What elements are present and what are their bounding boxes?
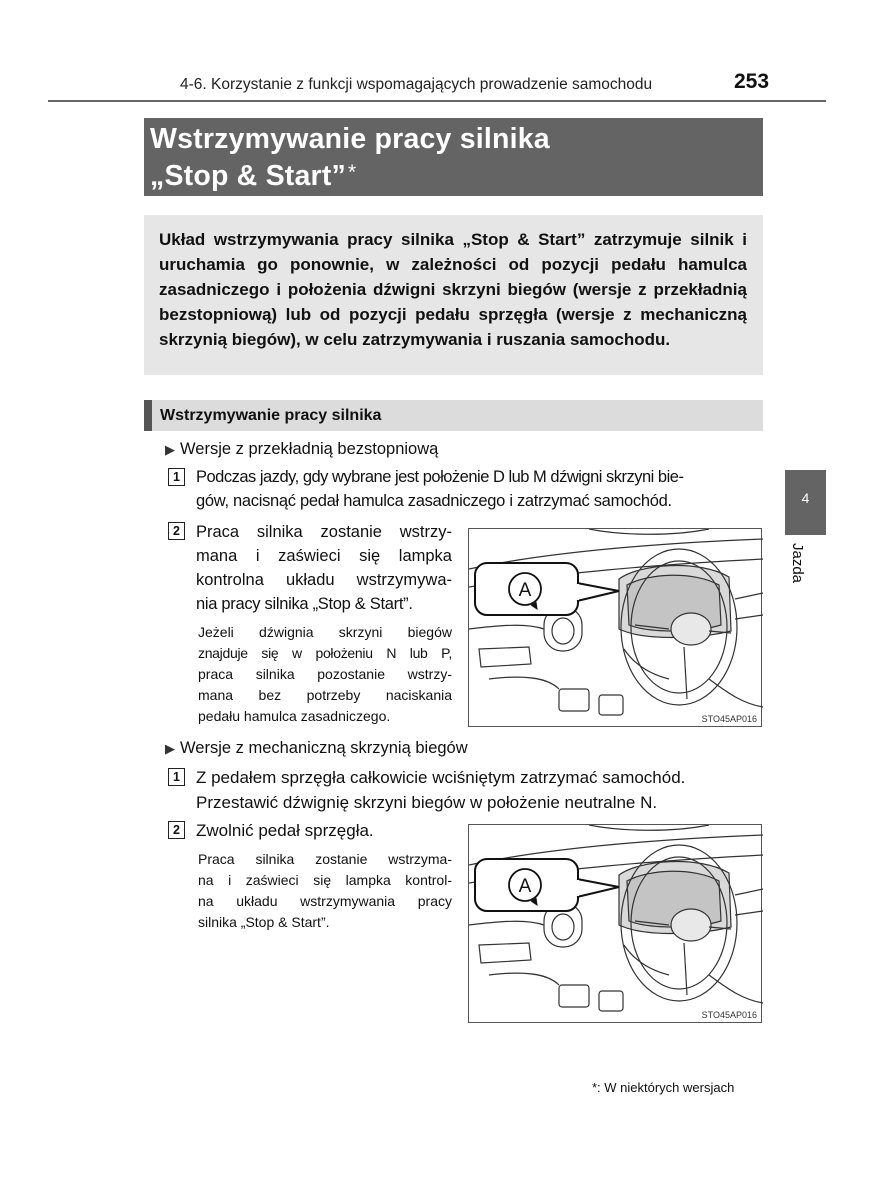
cvt-step-2-line-2: mana i zaświeci się lampka — [196, 547, 452, 565]
chapter-label: Jazda — [789, 543, 806, 584]
chapter-tab — [785, 470, 826, 535]
page-number: 253 — [734, 70, 770, 93]
cvt-note-line-5: pedału hamulca zasadniczego. — [198, 708, 391, 724]
mt-step-2-number: 2 — [168, 821, 185, 839]
mt-step-1-line-1: Z pedałem sprzęgła całkowicie wciśniętym zatrzymać samochód. — [196, 768, 686, 787]
cvt-note-line-3: praca silnika pozostanie wstrzy- — [198, 666, 452, 682]
mt-note-line-4: silnika „Stop & Start”. — [198, 914, 330, 930]
chapter-number: 4 — [801, 490, 810, 506]
page-title-line-2-text: „Stop & Start” — [150, 160, 346, 192]
cvt-step-2-line-1: Praca silnika zostanie wstrzy- — [196, 523, 452, 541]
variant-cvt-heading — [165, 440, 438, 459]
variant-cvt-label: Wersje z przekładnią bezstopniową — [180, 440, 439, 458]
mt-note-line-2: na i zaświeci się lampka kontrol- — [198, 872, 452, 888]
stop-start-indicator-icon: A — [518, 876, 532, 897]
cvt-note-line-4: mana bez potrzeby naciskania — [198, 687, 452, 703]
triangle-bullet-icon: ▶ — [165, 741, 175, 756]
dashboard-illustration-cvt — [468, 528, 762, 727]
mt-step-1-number: 1 — [168, 768, 185, 786]
mt-note-line-1: Praca silnika zostanie wstrzyma- — [198, 851, 452, 867]
mt-step-2-line: Zwolnić pedał sprzęgła. — [196, 821, 374, 840]
section-title: Wstrzymywanie pracy silnika — [160, 407, 382, 424]
cvt-note-line-1: Jeżeli dźwignia skrzyni biegów — [198, 624, 452, 640]
page-title-box — [144, 118, 763, 196]
page-title-line-2 — [150, 158, 763, 195]
figure-code: STO45AP016 — [701, 1010, 757, 1020]
title-footnote-marker: * — [347, 161, 357, 184]
section-header — [144, 400, 763, 431]
triangle-bullet-icon: ▶ — [165, 442, 175, 457]
page-title-line-1: Wstrzymywanie pracy silnika — [150, 123, 550, 155]
variant-mt-heading — [165, 739, 468, 758]
cvt-step-2-line-3: kontrolna układu wstrzymywa- — [196, 571, 452, 589]
cvt-note-line-2: znajduje się w położeniu N lub P, — [198, 645, 452, 661]
cvt-step-1-line-1: Podczas jazdy, gdy wybrane jest położenie D lub M dźwigni skrzyni bie- — [196, 468, 684, 486]
intro-text: Układ wstrzymywania pracy silnika „Stop & Start” zatrzymuje silnik i uruchamia go ponownie, w zależności od pozycji pedału hamulca zasadniczego i położenia dźwigni skrzyni biegów (wersje z przekładnią bezstopniową) lub od pozycji pedału sprzęgła (wersje z mechaniczną skrzynią biegów), w celu zatrzymywania i ruszania samochodu. — [159, 230, 747, 349]
mt-note-line-3: na układu wstrzymywania pracy — [198, 893, 452, 909]
mt-step-1-line-2: Przestawić dźwignię skrzyni biegów w położenie neutralne N. — [196, 793, 658, 812]
cvt-step-1-number: 1 — [168, 468, 185, 486]
dashboard-drawing — [469, 825, 763, 1024]
cvt-step-2-number: 2 — [168, 522, 185, 540]
cvt-step-2-line-4: nia pracy silnika „Stop & Start”. — [196, 595, 413, 613]
intro-box — [144, 215, 763, 375]
header-section-title: 4-6. Korzystanie z funkcji wspomagających prowadzenie samochodu — [180, 76, 653, 93]
stop-start-indicator-icon: A — [518, 580, 532, 601]
figure-code: STO45AP016 — [701, 714, 757, 724]
dashboard-illustration-mt — [468, 824, 762, 1023]
footnote: *: W niektórych wersjach — [592, 1080, 735, 1095]
variant-mt-label: Wersje z mechaniczną skrzynią biegów — [180, 739, 468, 757]
cvt-step-1-line-2: gów, nacisnąć pedał hamulca zasadniczego i zatrzymać samochód. — [196, 492, 672, 510]
header-divider — [48, 100, 826, 102]
dashboard-drawing — [469, 529, 763, 728]
